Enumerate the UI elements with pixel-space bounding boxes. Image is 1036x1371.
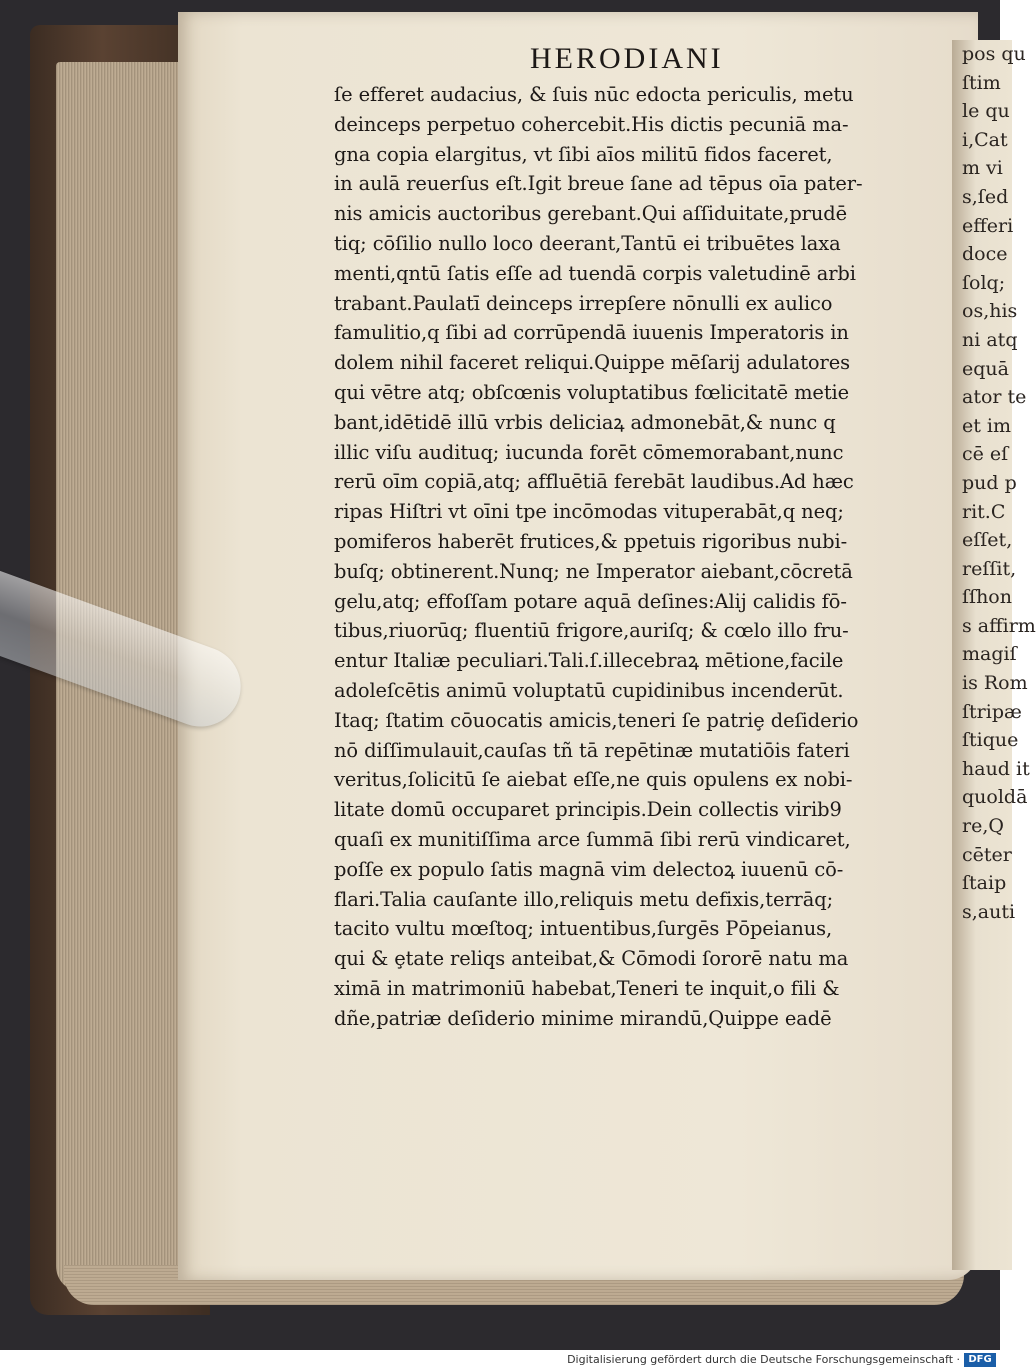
- text-line: ſe efferet audacius, & ſuis nūc edocta periculis, metu: [334, 83, 854, 106]
- text-line: litate domū occuparet principis.Dein collectis virib9: [334, 798, 842, 822]
- text-line: poſſe ex populo ſatis magnā vim delectoꝝ iuuenū cō-: [334, 857, 844, 881]
- running-head: HERODIANI: [530, 42, 724, 75]
- facing-page-fragment: efferi: [962, 214, 1014, 237]
- text-line: bant,idētidē illū vrbis deliciaꝝ admonebāt,& nunc q: [334, 410, 836, 434]
- text-line: flari.Talia cauſante illo,reliquis metu defixis,terrāq;: [334, 887, 834, 911]
- text-line: Itaq; ſtatim cōuocatis amicis,teneri ſe patriȩ deſiderio: [334, 708, 859, 732]
- text-line: illic viſu audituq; iucunda forēt cōmemorabant,nunc: [334, 440, 844, 464]
- text-line: adoleſcētis animū voluptatū cupidinibus incenderūt.: [334, 678, 844, 702]
- facing-page-fragment: magiſ: [962, 643, 1017, 666]
- text-line: tacito vultu mœſtoq; intuentibus,ſurgēs Pōpeianus,: [334, 917, 833, 941]
- facing-page-fragment: pud p: [962, 471, 1017, 494]
- facing-page-fragment: ſtique: [962, 729, 1019, 752]
- facing-page-fragment: ſolq;: [962, 271, 1006, 294]
- text-line: nis amicis auctoribus gerebant.Qui aſſiduitate,prudē: [334, 202, 848, 226]
- footer: [0, 1350, 1000, 1371]
- facing-page-fragment: ſtripæ: [962, 700, 1022, 723]
- text-line: rerū oīm copiā,atq; affluētiā ferebāt laudibus.Ad hæc: [334, 470, 854, 494]
- text-line: buſq; obtinerent.Nunq; ne Imperator aiebant,cōcretā: [334, 559, 853, 583]
- text-line: menti,qntū ſatis eſſe ad tuendā corpis valetudinē arbi: [334, 261, 856, 285]
- text-line: qui & ȩtate reliqs anteibat,& Cōmodi ſororē natu ma: [334, 947, 849, 971]
- facing-page-fragment: s affirm: [962, 614, 1036, 637]
- text-line: dñe,patriæ deſiderio minime mirandū,Quippe eadē: [334, 1006, 832, 1030]
- text-line: pomiferos haberēt frutices,& ppetuis rigoribus nubi-: [334, 529, 848, 553]
- facing-page-fragment: equā: [962, 357, 1009, 380]
- facing-page-fragment: cēter: [962, 843, 1012, 866]
- text-line: quaſi ex munitiſſima arce ſummā ſibi rerū vindicaret,: [334, 827, 851, 851]
- text-line: famulitio,q ſibi ad corrūpendā iuuenis Imperatoris in: [334, 321, 849, 345]
- text-line: dolem nihil faceret reliqui.Quippe mēſarij adulatores: [334, 351, 851, 375]
- facing-page-fragment: ni atq: [962, 328, 1018, 351]
- facing-page-fragment: doce: [962, 243, 1008, 266]
- text-line: gelu,atq; effoſſam potare aquā deſines:Alij calidis fō-: [334, 589, 847, 613]
- facing-page-fragment: re,Q: [962, 815, 1004, 838]
- facing-page-fragment: ſtim: [962, 71, 1001, 94]
- facing-page-fragment: et im: [962, 414, 1012, 437]
- facing-page-fragment: s,auti: [962, 900, 1016, 923]
- facing-page-fragment: eſſet,: [962, 529, 1013, 552]
- facing-page-fragment: quoldā: [962, 786, 1028, 809]
- footer-credit: Digitalisierung gefördert durch die Deutsche Forschungsgemeinschaft ·: [567, 1353, 960, 1366]
- facing-page-fragment: le qu: [962, 100, 1010, 123]
- facing-page-fragment: s,ſed: [962, 185, 1009, 208]
- facing-page-fragment: rit.C: [962, 500, 1006, 523]
- text-line: ripas Hiſtri vt oīni tpe incōmodas vituperabāt,q neq;: [334, 500, 844, 524]
- text-line: gna copia elargitus, vt ſibi aīos militū fidos faceret,: [334, 142, 833, 166]
- text-line: deinceps perpetuo cohercebit.His dictis pecuniā ma-: [334, 112, 849, 136]
- text-line: tiq; cōſilio nullo loco deerant,Tantū ei tribuētes laxa: [334, 231, 841, 255]
- facing-page-fragment: haud it: [962, 757, 1030, 780]
- text-line: trabant.Paulatī deinceps irrepſere nōnulli ex aulico: [334, 291, 833, 315]
- facing-page-fragment: reſſit,: [962, 557, 1017, 580]
- dfg-logo: DFG: [964, 1353, 996, 1367]
- text-line: in aulā reuerſus eſt.Igit breue ſane ad tēpus oīa pater-: [334, 172, 863, 196]
- facing-page-fragment: ator te: [962, 386, 1027, 409]
- facing-page-fragment: ſtaip: [962, 872, 1007, 895]
- facing-page-fragment: ſſhon: [962, 586, 1012, 609]
- text-line: tibus,riuorūq; fluentiū frigore,auriſq; & cœlo illo fru-: [334, 619, 849, 643]
- text-line: ximā in matrimoniū habebat,Teneri te inquit,o fili &: [334, 976, 840, 1000]
- facing-page-fragment: i,Cat: [962, 128, 1008, 151]
- facing-page-fragment: cē eſ: [962, 443, 1009, 466]
- text-line: qui vētre atq; obſcœnis voluptatibus fœlicitatē metie: [334, 380, 850, 404]
- facing-page-fragment: pos qu: [962, 43, 1026, 65]
- facing-page-fragment: os,his: [962, 300, 1018, 323]
- facing-page: [952, 40, 1036, 1270]
- text-block: [334, 80, 934, 1034]
- text-line: veritus,ſolicitū ſe aiebat eſſe,ne quis opulens ex nobi-: [334, 768, 853, 792]
- facing-page-fragment: m vi: [962, 157, 1003, 180]
- facing-page-fragment: is Rom: [962, 672, 1028, 695]
- text-line: entur Italiæ peculiari.Tali.ſ.illecebraꝝ mētione,facile: [334, 649, 844, 673]
- text-line: nō diſſimulauit,cauſas tñ tā repētinæ mutatiōis fateri: [334, 738, 850, 762]
